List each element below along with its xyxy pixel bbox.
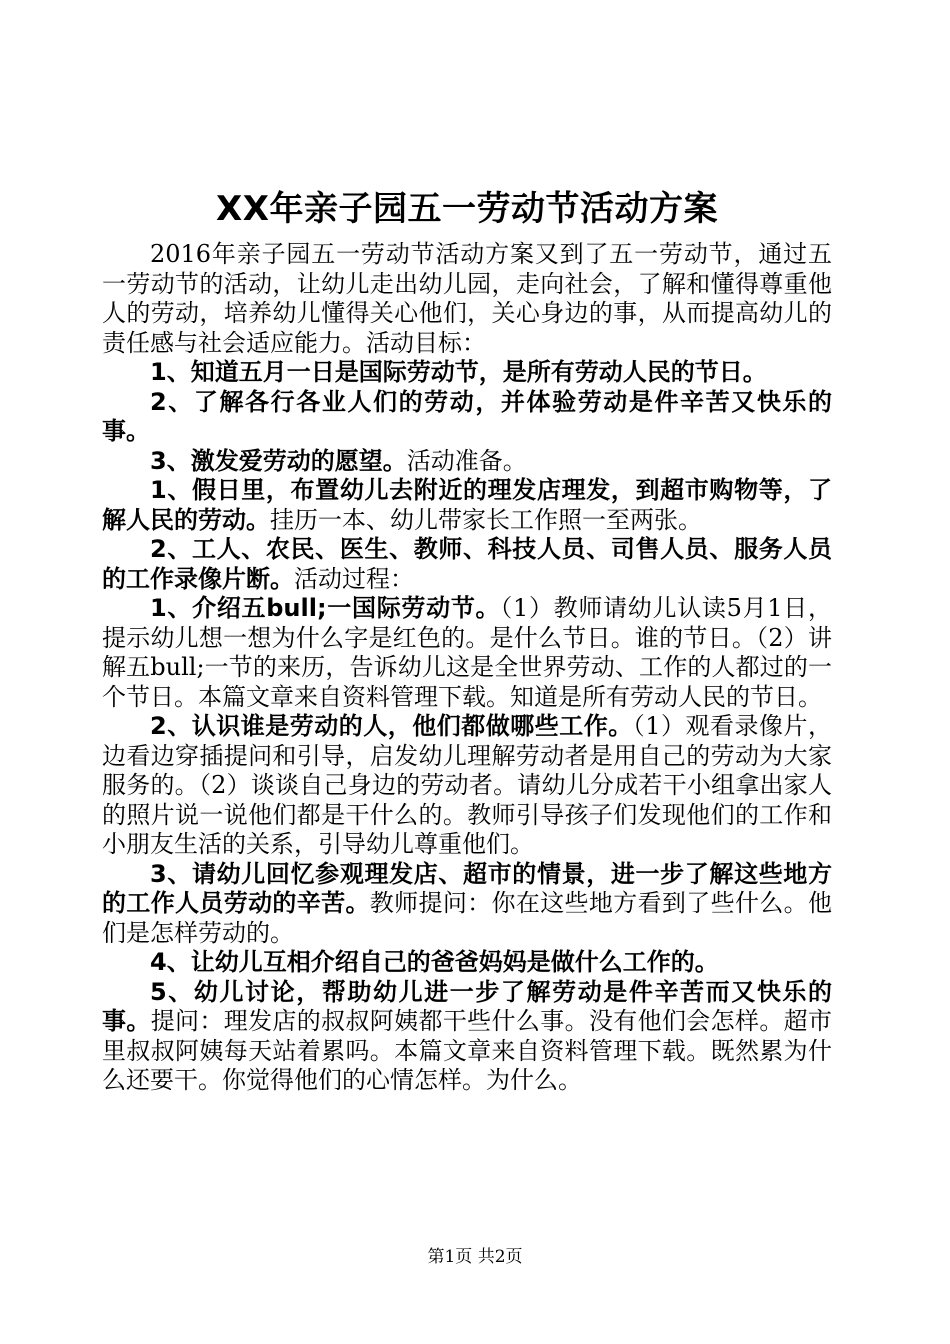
document-title: XX年亲子园五一劳动节活动方案 [216, 189, 718, 229]
paragraph-text: 2016年亲子园五一劳动节活动方案又到了五一劳动节，通过五一劳动节的活动，让幼儿走出幼儿园，走向社会，了解和懂得尊重他人的劳动，培养幼儿懂得关心他们，关心身边的事，从而提高幼儿的责任感与社会适应能力。活动目标： [102, 240, 832, 357]
paragraph [102, 712, 832, 860]
paragraph [102, 358, 832, 388]
paragraph-text: 活动过程： [294, 564, 414, 593]
paragraph-bold-text: 2、工人、农民、医生、教师、科技人员、司售人员、服务人员的工作录像片断。 [102, 535, 832, 593]
paragraph [102, 594, 832, 712]
paragraph-bold-text: 3、请幼儿回忆参观理发店、超市的情景，进一步了解这些地方的工作人员劳动的辛苦。 [102, 859, 832, 917]
paragraph [102, 535, 832, 594]
page-number-footer: 第1页 共2页 [427, 1247, 523, 1267]
paragraph [102, 447, 832, 477]
paragraph [102, 388, 832, 447]
paragraph-text: 教师提问：你在这些地方看到了些什么。他们是怎样劳动的。 [102, 889, 833, 947]
paragraph [102, 860, 832, 949]
paragraph-bold-text: 3、激发爱劳动的愿望。 [150, 446, 407, 475]
paragraph-text: 活动准备。 [406, 446, 527, 475]
paragraph-bold-text: 5、幼儿讨论，帮助幼儿进一步了解劳动是件辛苦而又快乐的事。 [102, 977, 832, 1035]
paragraph [102, 978, 832, 1096]
paragraph-bold-text: 1、假日里，布置幼儿去附近的理发店理发，到超市购物等，了解人民的劳动。 [102, 476, 832, 534]
paragraph-bold-text: 2、了解各行各业人们的劳动，并体验劳动是件辛苦又快乐的事。 [102, 387, 832, 445]
paragraph-bold-text: 1、介绍五bull;一国际劳动节。 [150, 594, 501, 622]
paragraph-bold-text: 2、认识谁是劳动的人，他们都做哪些工作。 [150, 712, 633, 740]
document-page [102, 186, 832, 1096]
paragraph [102, 948, 832, 978]
paragraph-bold-text: 4、让幼儿互相介绍自己的爸爸妈妈是做什么工作的。 [150, 948, 719, 976]
paragraph [102, 476, 832, 535]
paragraph-text: 挂历一本、幼儿带家长工作照一至两张。 [270, 505, 702, 534]
paragraph [102, 240, 832, 358]
paragraph-bold-text: 1、知道五月一日是国际劳动节，是所有劳动人民的节日。 [150, 358, 767, 386]
paragraph-text: （1）观看录像片，边看边穿插提问和引导，启发幼儿理解劳动者是用自己的劳动为大家服务的。（2）谈谈自己身边的劳动者。请幼儿分成若干小组拿出家人的照片说一说他们都是干什么的。教师引导孩子们发现他们的工作和小朋友生活的关系，引导幼儿尊重他们。 [102, 712, 832, 858]
paragraph-text: 提问：理发店的叔叔阿姨都干些什么事。没有他们会怎样。超市里叔叔阿姨每天站着累吗。本篇文章来自资料管理下载。既然累为什么还要干。你觉得他们的心情怎样。为什么。 [102, 1007, 833, 1094]
paragraph-text: （1）教师请幼儿认读5月1日，提示幼儿想一想为什么字是红色的。是什么节日。谁的节日。（2）讲解五bull;一节的来历，告诉幼儿这是全世界劳动、工作的人都过的一个节日。本篇文章来自资料管理下载。知道是所有劳动人民的节日。 [102, 594, 832, 711]
